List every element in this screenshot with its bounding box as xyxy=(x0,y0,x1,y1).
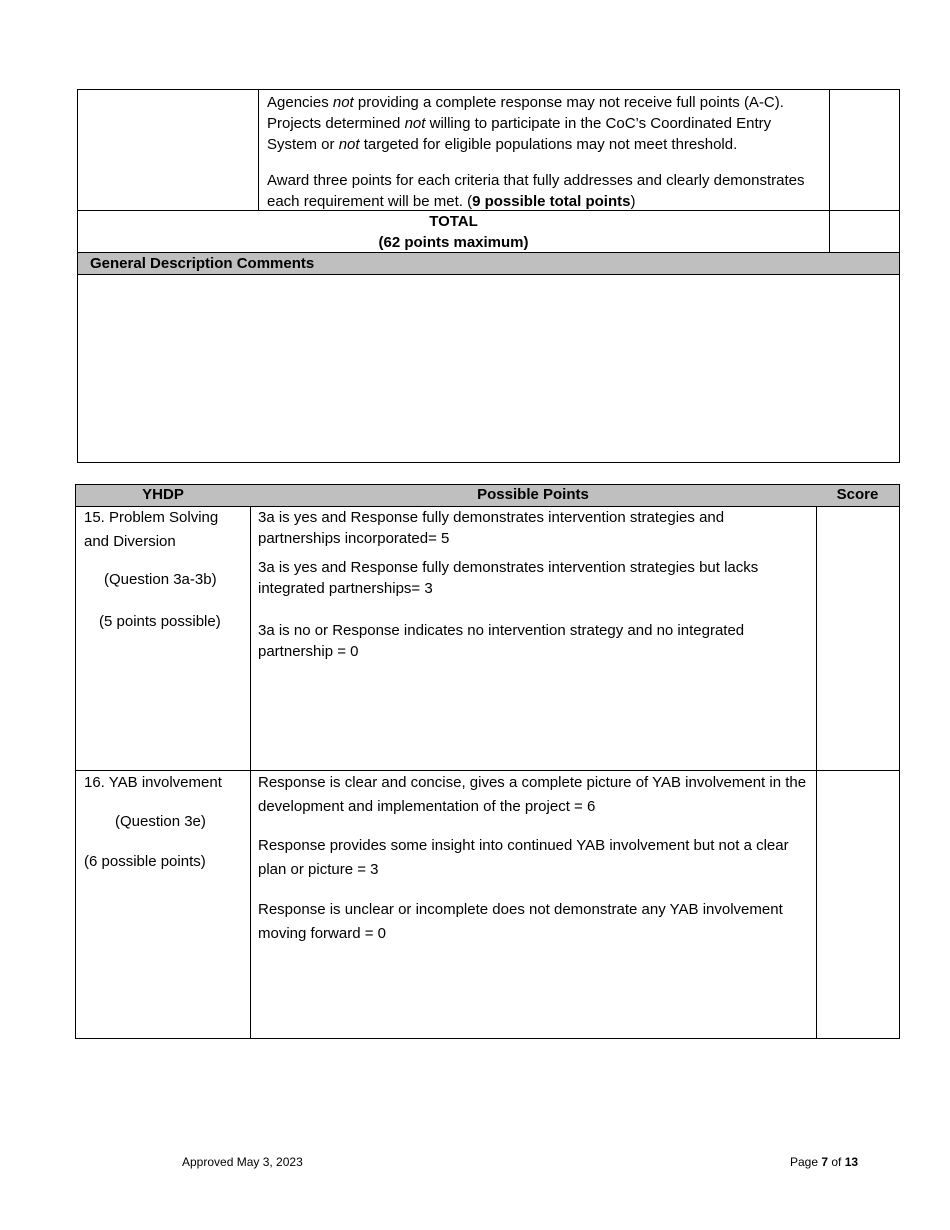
row15-criteria-cell xyxy=(250,506,817,771)
row16-item-cell xyxy=(75,770,251,1039)
criteria-paragraph-1: Agencies not providing a complete response may not receive full points (A-C). Projects determined not willing to participate in the CoC’s Coordinated Entry System or not targeted for eligible populations may not meet threshold. xyxy=(267,94,784,153)
row16-title: 16. YAB involvement xyxy=(84,774,222,791)
criteria-score-cell xyxy=(829,89,900,211)
footer-page-number: Page 7 of 13 xyxy=(790,1155,859,1169)
row16-points-possible: (6 possible points) xyxy=(84,853,206,870)
row15-question: (Question 3a-3b) xyxy=(104,571,217,588)
row16-criterion-3: Response is unclear or incomplete does not demonstrate any YAB involvement moving forward = 0 xyxy=(258,901,783,942)
row16-score-cell[interactable] xyxy=(816,770,900,1039)
header-score: Score xyxy=(816,484,900,507)
row16-criterion-2: Response provides some insight into continued YAB involvement but not a clear plan or picture = 3 xyxy=(258,837,789,878)
row15-title: 15. Problem Solving and Diversion xyxy=(84,509,219,550)
criteria-label-cell xyxy=(77,89,258,211)
total-cell xyxy=(77,210,830,253)
row15-item-cell xyxy=(75,506,251,771)
general-comments-body[interactable] xyxy=(77,274,900,463)
criteria-paragraph-2: Award three points for each criteria that fully addresses and clearly demonstrates each requirement will be met. (9 possible total points) xyxy=(267,172,805,210)
row16-criteria-cell xyxy=(250,770,817,1039)
header-possible-points: Possible Points xyxy=(250,484,817,507)
header-yhdp: YHDP xyxy=(75,484,251,507)
row16-criterion-1: Response is clear and concise, gives a complete picture of YAB involvement in the development and implementation of the project = 6 xyxy=(258,774,807,815)
scoring-table-yhdp xyxy=(75,484,900,1039)
criteria-description-cell xyxy=(258,89,830,211)
total-max: (62 points maximum) xyxy=(378,234,529,251)
general-comments-header: General Description Comments xyxy=(77,252,900,275)
footer-approved-date: Approved May 3, 2023 xyxy=(182,1155,303,1169)
total-score-cell[interactable] xyxy=(829,210,900,253)
row16-question: (Question 3e) xyxy=(115,813,206,830)
total-label: TOTAL xyxy=(429,213,478,230)
scoring-table-general xyxy=(77,89,900,463)
row15-score-cell[interactable] xyxy=(816,506,900,771)
row15-criterion-3: 3a is no or Response indicates no intervention strategy and no integrated partnership = 0 xyxy=(258,622,745,660)
row15-criterion-2: 3a is yes and Response fully demonstrates intervention strategies but lacks integrated partnerships= 3 xyxy=(258,559,759,597)
row15-points-possible: (5 points possible) xyxy=(99,613,221,630)
row15-criterion-1: 3a is yes and Response fully demonstrates intervention strategies and partnerships incorporated= 5 xyxy=(258,509,725,547)
